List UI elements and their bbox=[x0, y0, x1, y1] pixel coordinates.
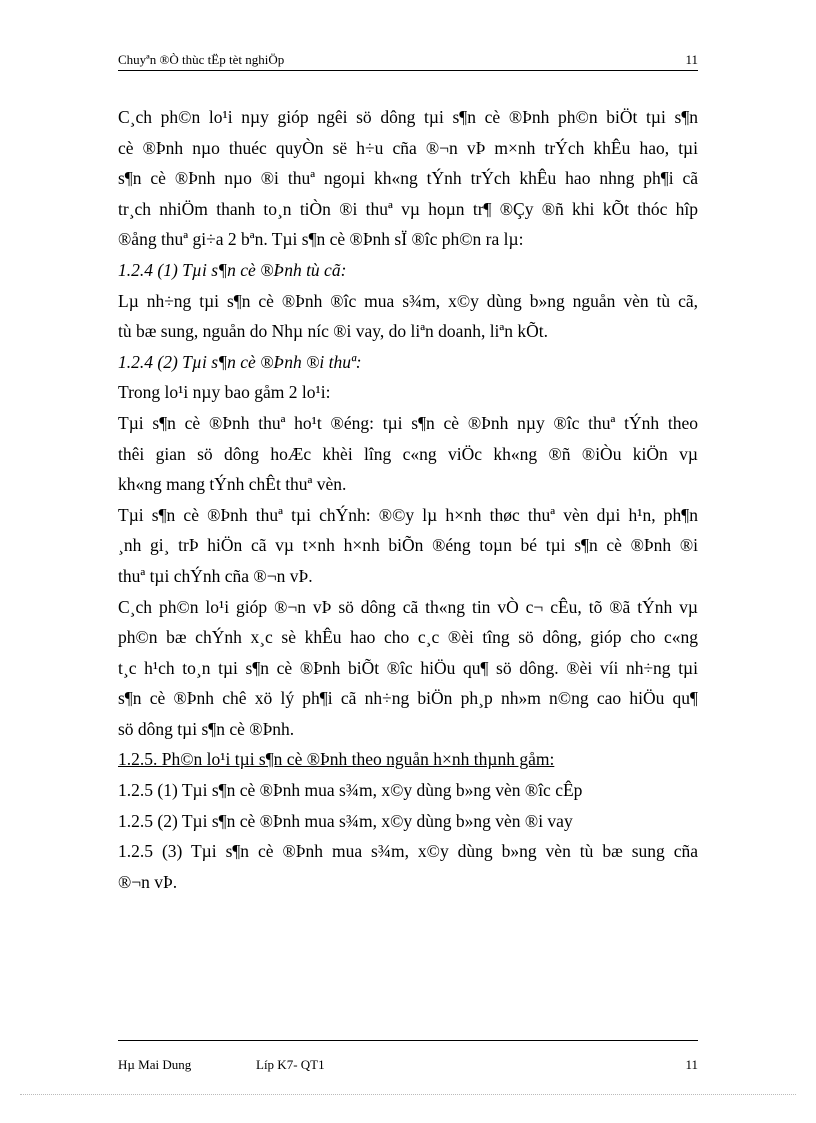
text-line: ph©n bæ chÝnh x¸c sè khÊu hao cho c¸c ®èi tîng sö dông, gióp cho c«ng bbox=[118, 627, 698, 648]
footer-author: Hµ Mai Dung bbox=[118, 1057, 192, 1072]
text-line: ®ång thuª gi÷a 2 bªn. Tµi s¶n cè ®Þnh sÏ ®îc ph©n ra lµ: bbox=[118, 229, 524, 250]
text-line: ®¬n vÞ. bbox=[118, 871, 178, 892]
text-line: thêi gian sö dông hoÆc khèi lîng c«ng viÖc kh«ng ®ñ ®iÒu kiÖn vµ bbox=[118, 443, 698, 464]
text-line: Trong lo¹i nµy bao gåm 2 lo¹i: bbox=[118, 382, 331, 403]
text-line: sö dông tµi s¶n cè ®Þnh. bbox=[118, 718, 295, 739]
text-line: C¸ch ph©n lo¹i nµy gióp ngêi sö dông tµi s¶n cè ®Þnh ph©n biÖt tµi s¶n bbox=[118, 107, 698, 127]
text-line: Tµi s¶n cè ®Þnh thuª ho¹t ®éng: tµi s¶n cè ®Þnh nµy ®îc thuª tÝnh theo bbox=[118, 412, 698, 433]
text-line: ¸nh gi¸ trÞ hiÖn cã vµ t×nh h×nh biÕn ®éng toµn bé tµi s¶n cè ®Þnh ®i bbox=[118, 535, 698, 556]
text-line: thuª tµi chÝnh cña ®¬n vÞ. bbox=[118, 565, 313, 586]
text-line: Tµi s¶n cè ®Þnh thuª tµi chÝnh: ®©y lµ h×nh thøc thuª vèn dµi h¹n, ph¶n bbox=[118, 504, 698, 525]
text-line: kh«ng mang tÝnh chÊt thuª vèn. bbox=[118, 474, 347, 495]
footer-page-number: 11 bbox=[685, 1057, 698, 1072]
text-line: cè ®Þnh nµo thuéc quyÒn së h÷u cña ®¬n vÞ m×nh trÝch khÊu hao, tµi bbox=[118, 137, 698, 158]
header-page-number: 11 bbox=[685, 52, 698, 67]
body-text bbox=[118, 102, 698, 897]
text-line: tù bæ sung, nguån do Nhµ níc ®i vay, do liªn doanh, liªn kÕt. bbox=[118, 321, 548, 342]
footer-class: Líp K7- QT1 bbox=[256, 1057, 325, 1072]
text-line: C¸ch ph©n lo¹i gióp ®¬n vÞ sö dông cã th«ng tin vÒ c¬ cÊu, tõ ®ã tÝnh vµ bbox=[118, 596, 698, 617]
text-line: 1.2.5 (2) Tµi s¶n cè ®Þnh mua s¾m, x©y dùng b»ng vèn ®i vay bbox=[118, 810, 573, 831]
text-line: Lµ nh÷ng tµi s¶n cè ®Þnh ®îc mua s¾m, x©y dùng b»ng nguån vèn tù cã, bbox=[118, 290, 698, 311]
page-header bbox=[118, 52, 698, 71]
text-line: 1.2.5. Ph©n lo¹i tµi s¶n cè ®Þnh theo nguån h×nh thµnh gåm: bbox=[118, 749, 555, 770]
text-line: t¸c h¹ch to¸n tµi s¶n cè ®Þnh biÕt ®îc hiÖu qu¶ sö dông. ®èi víi nh÷ng tµi bbox=[118, 657, 698, 678]
header-title: Chuyªn ®Ò thùc tËp tèt nghiÖp bbox=[118, 52, 285, 67]
text-line: 1.2.5 (1) Tµi s¶n cè ®Þnh mua s¾m, x©y dùng b»ng vèn ®îc cÊp bbox=[118, 780, 583, 801]
text-line: 1.2.5 (3) Tµi s¶n cè ®Þnh mua s¾m, x©y dùng b»ng vèn tù bæ sung cña bbox=[118, 841, 698, 862]
text-line: 1.2.4 (1) Tµi s¶n cè ®Þnh tù cã: bbox=[118, 259, 347, 280]
text-line: s¶n cè ®Þnh nµo ®i thuª ngoµi kh«ng tÝnh trÝch khÊu hao nhng ph¶i cã bbox=[118, 168, 698, 189]
text-line: s¶n cè ®Þnh chê xö lý ph¶i cã nh÷ng biÖn ph¸p nh»m n©ng cao hiÖu qu¶ bbox=[118, 688, 698, 709]
text-line: tr¸ch nhiÖm thanh to¸n tiÒn ®i thuª vµ hoµn tr¶ ®Çy ®ñ khi kÕt thóc hîp bbox=[118, 198, 698, 219]
page-footer bbox=[118, 1040, 698, 1077]
text-line: 1.2.4 (2) Tµi s¶n cè ®Þnh ®i thuª: bbox=[118, 351, 362, 372]
page-edge-divider bbox=[20, 1094, 796, 1095]
